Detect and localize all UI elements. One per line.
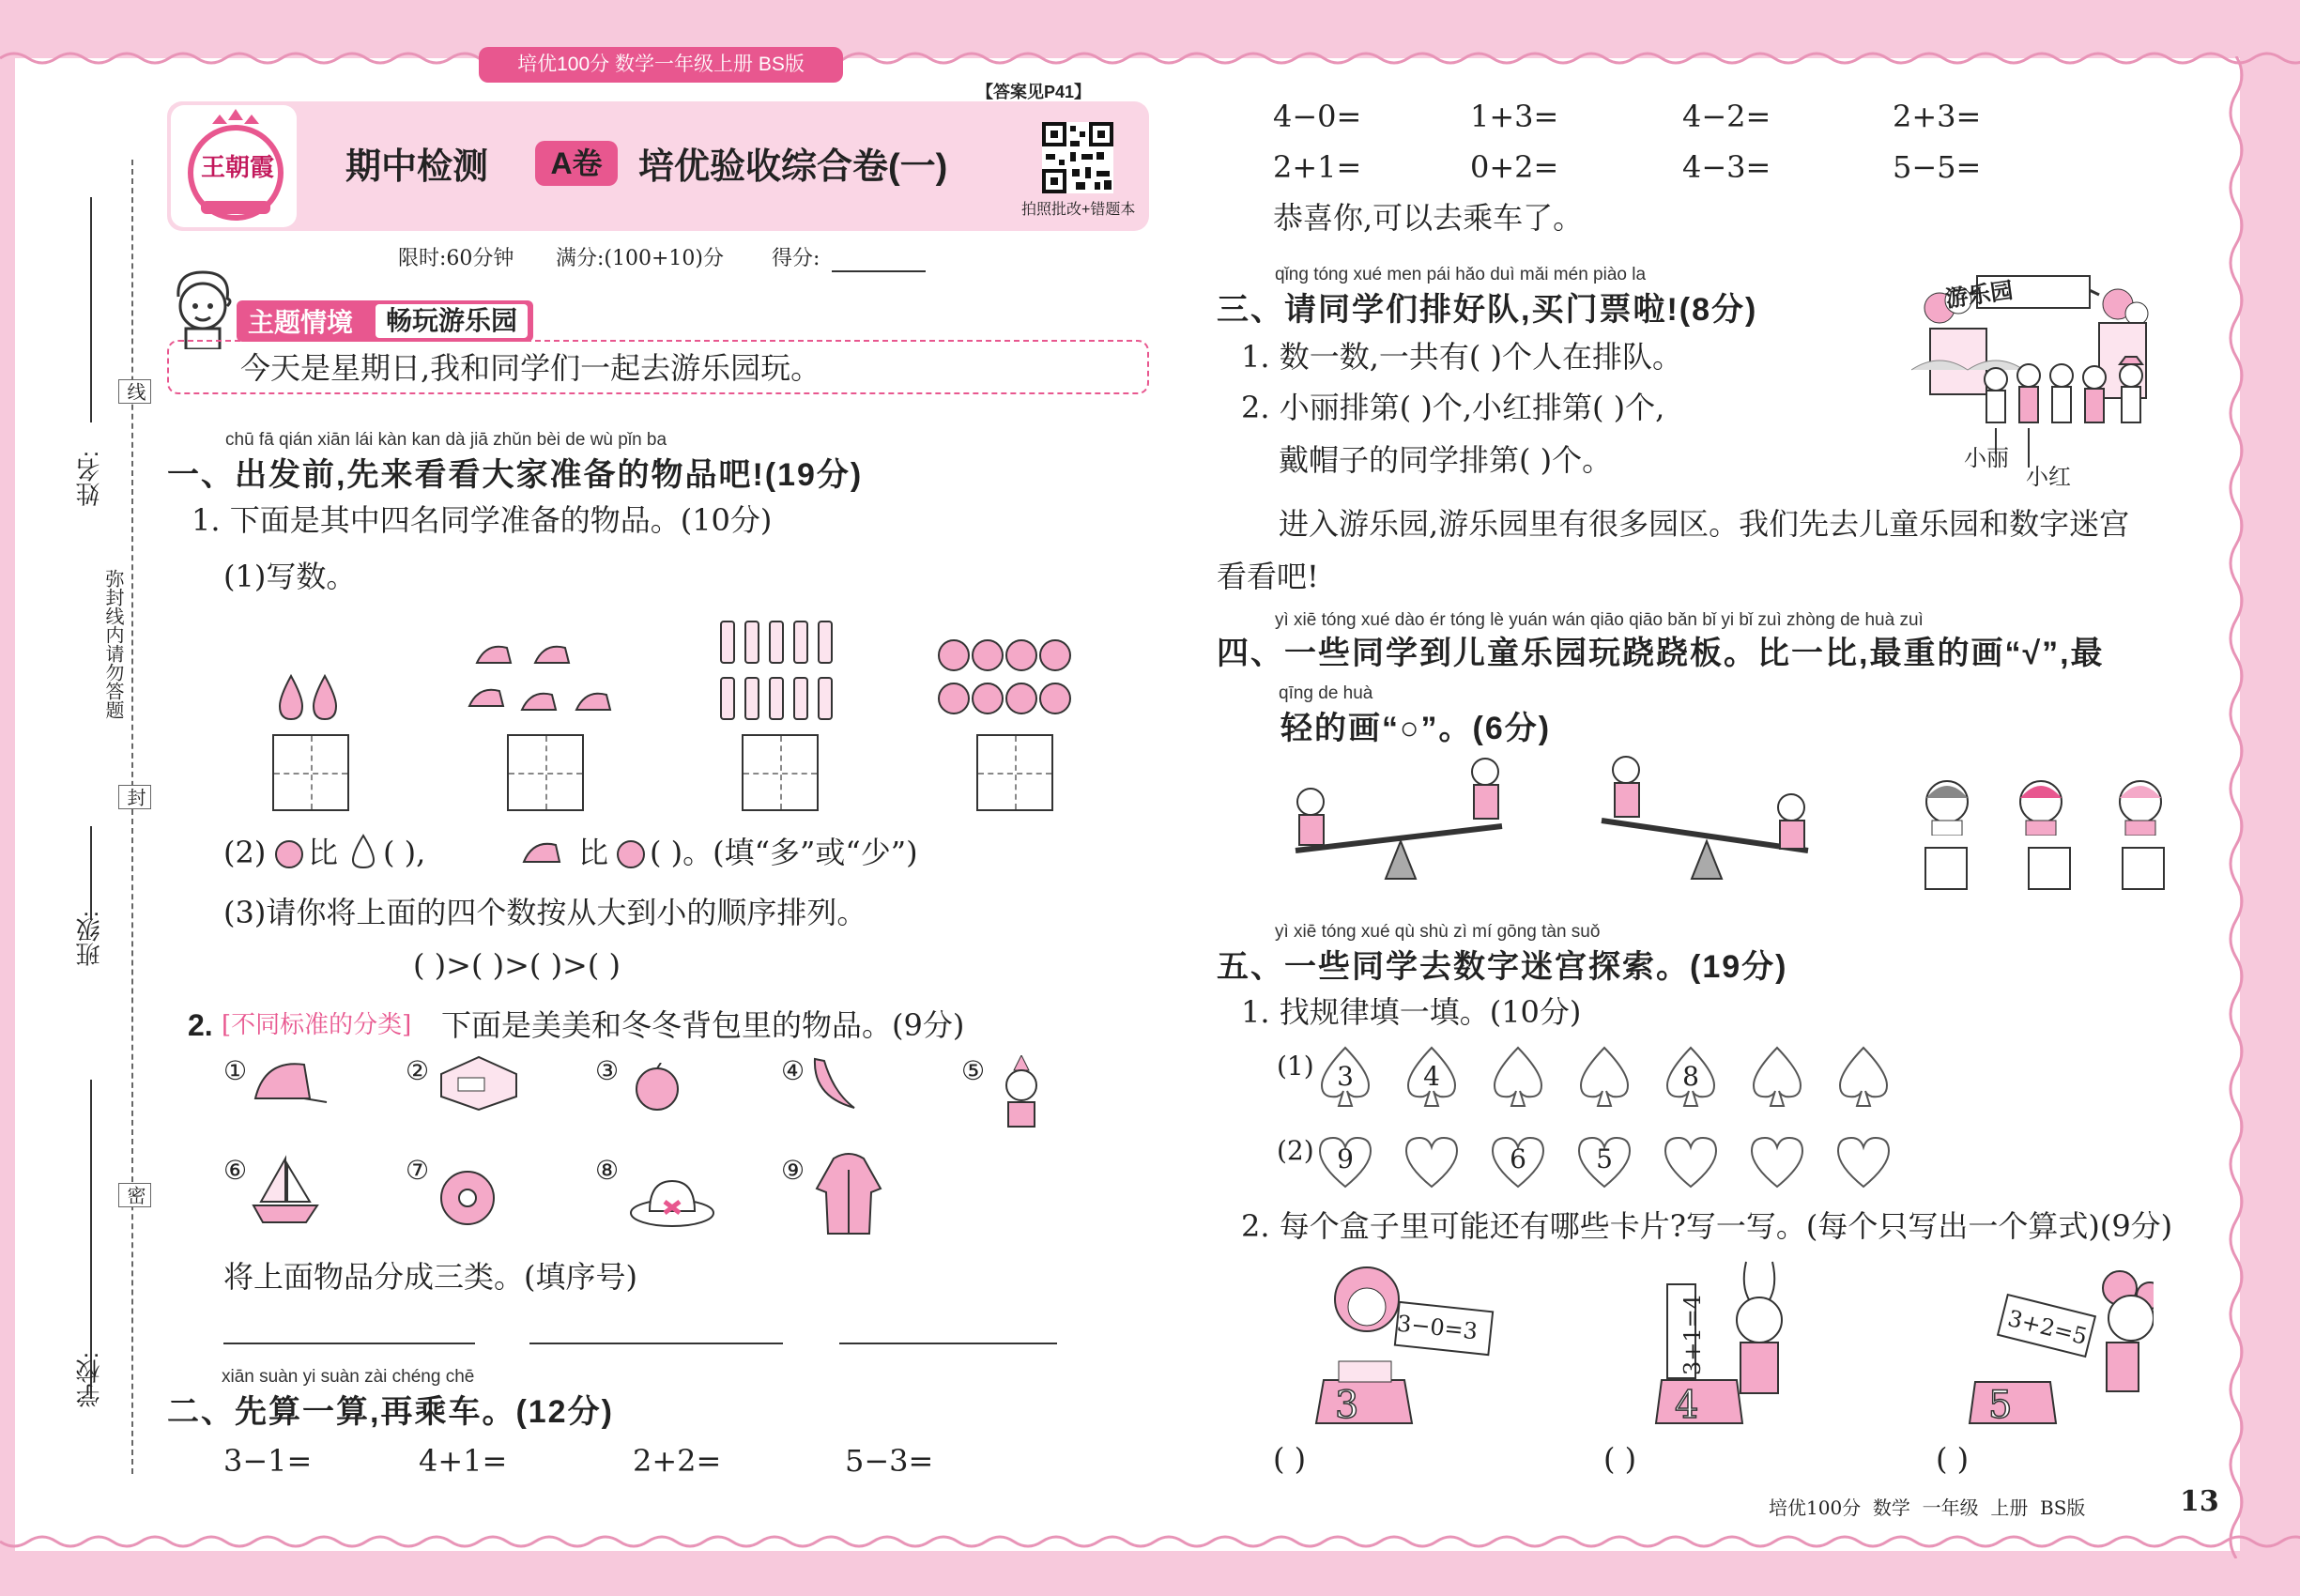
school-label: 学校:	[75, 1352, 103, 1408]
card-2: 3+1=4	[1679, 1294, 1707, 1376]
weight-answer-1[interactable]	[1924, 847, 1968, 890]
heart-card[interactable]	[1834, 1132, 1893, 1190]
q1-2-blank-b[interactable]: ( )。(填“多”或“少”)	[650, 835, 918, 870]
calc-r2-4[interactable]: 2+3=	[1893, 99, 1982, 134]
calc-r2-2[interactable]: 1+3=	[1470, 99, 1559, 134]
sec1-q1-1: (1)写数。	[223, 559, 357, 594]
box-num-3: 5	[1988, 1384, 2013, 1427]
sec3-q2a[interactable]: 2. 小丽排第( )个,小红排第( )个,	[1241, 390, 1665, 425]
binding-line	[131, 160, 133, 1474]
spade-card[interactable]	[1748, 1044, 1806, 1110]
sec5-q1: 1. 找规律填一填。(10分)	[1241, 994, 1582, 1030]
item-num-4: ④	[781, 1055, 805, 1086]
sec4-title-2: 轻的画“○”。(6分)	[1280, 711, 1552, 746]
heart-card[interactable]	[1748, 1132, 1806, 1190]
answer-ref: 【答案见P41】	[976, 83, 1092, 101]
qr-code-icon[interactable]	[1042, 122, 1113, 193]
spade-icon	[1748, 1044, 1806, 1110]
sec4-title: 四、一些同学到儿童乐园玩跷跷板。比一比,最重的画“√”,最	[1217, 636, 2105, 671]
card-1: 3−0=3	[1395, 1310, 1480, 1345]
spade-card[interactable]	[1575, 1044, 1633, 1110]
cap-icon	[520, 837, 571, 867]
child-face-1	[1919, 774, 1975, 836]
park-sign: 游乐园	[1943, 278, 2015, 313]
heart-icon	[1834, 1132, 1893, 1190]
calc-r3-1[interactable]: 2+1=	[1273, 149, 1362, 185]
class-answer-3[interactable]	[839, 1343, 1057, 1344]
wavy-border-top	[0, 47, 2300, 69]
label-xiaoli: 小丽	[1964, 445, 2009, 471]
box-answer-3[interactable]: ( )	[1936, 1441, 1970, 1477]
spade-card	[1662, 1044, 1720, 1110]
pattern-row2-label: (2)	[1277, 1135, 1314, 1166]
heart-icon	[1662, 1132, 1720, 1190]
q1-2-prefix: (2)	[223, 835, 267, 870]
paper-title: 培优验收综合卷(一)	[638, 147, 948, 187]
item-num-9: ⑨	[781, 1155, 805, 1186]
score-label: 得分:	[772, 247, 820, 270]
item-num-1: ①	[223, 1055, 248, 1086]
weight-answer-3[interactable]	[2122, 847, 2165, 890]
line-mark: 线	[118, 379, 151, 404]
sec1-pinyin: chū fā qián xiān lái kàn kan dà jiā zhǔn bèi de wù pǐn ba	[225, 430, 667, 450]
theme-intro: 今天是星期日,我和同学们一起去游乐园玩。	[240, 350, 821, 386]
transition-1: 进入游乐园,游乐园里有很多园区。我们先去儿童乐园和数字迷宫	[1279, 506, 2130, 542]
item-num-5: ⑤	[961, 1055, 986, 1086]
sec3-q2b[interactable]: 戴帽子的同学排第( )个。	[1279, 442, 1613, 478]
jacket-item	[813, 1151, 884, 1237]
q2-tag: [不同标准的分类]	[222, 1011, 412, 1039]
sec3-pinyin: qǐng tóng xué men pái hǎo duì mǎi mén piào la	[1275, 265, 1647, 284]
box-item	[436, 1053, 520, 1112]
sec1-q1: 1. 下面是其中四名同学准备的物品。(10分)	[192, 502, 773, 538]
boy-avatar	[165, 269, 240, 349]
calc-r2-3[interactable]: 4−2=	[1682, 99, 1771, 134]
heart-number: 9	[1337, 1143, 1354, 1174]
calc-r3-2[interactable]: 0+2=	[1470, 149, 1559, 185]
q1-2-than-a: 比	[308, 835, 339, 870]
seal-note: 弥封线内请勿答题	[102, 569, 123, 719]
series-banner: 培优100分 数学一年级上册 BS版	[479, 47, 843, 83]
wavy-border-bottom	[0, 1530, 2300, 1558]
heart-card[interactable]	[1662, 1132, 1720, 1190]
spade-icon	[1575, 1044, 1633, 1110]
heart-number: 6	[1510, 1143, 1526, 1174]
apple-icon-2	[614, 836, 648, 869]
page-number: 13	[2180, 1485, 2219, 1518]
classify-prompt: 将上面物品分成三类。(填序号)	[223, 1259, 637, 1295]
full-score: 满分:(100+10)分	[556, 247, 724, 270]
wavy-border-right	[2217, 56, 2255, 1558]
sec2-done: 恭喜你,可以去乘车了。	[1273, 200, 1584, 236]
heart-icon	[1403, 1132, 1461, 1190]
seal-mark: 封	[118, 785, 151, 809]
sec4-pinyin: yì xiē tóng xué dào ér tóng lè yuán wán qiāo qiāo bǎn bǐ yi bǐ zuì zhòng de huà zuì	[1275, 610, 1924, 630]
q1-2-than-b: 比	[578, 835, 609, 870]
spade-card[interactable]	[1489, 1044, 1547, 1110]
q2-text: 下面是美美和冬冬背包里的物品。(9分)	[441, 1007, 965, 1043]
dense-mark: 密	[118, 1183, 151, 1207]
item-num-2: ②	[406, 1055, 430, 1086]
heart-card[interactable]	[1403, 1132, 1461, 1190]
card-3: 3+2=5	[2004, 1305, 2091, 1350]
banana-item	[805, 1055, 864, 1113]
heart-card	[1316, 1132, 1374, 1190]
q1-2-blank-a[interactable]: ( ),	[383, 835, 426, 870]
test-label: 期中检测	[345, 147, 489, 187]
cap-item	[252, 1053, 330, 1108]
pear-icon	[347, 832, 379, 869]
calc-r1-3[interactable]: 2+2=	[633, 1443, 722, 1479]
q2-number: 2.	[188, 1008, 213, 1042]
spade-icon	[1489, 1044, 1547, 1110]
calc-r3-4[interactable]: 5−5=	[1893, 149, 1982, 185]
time-limit: 限时:60分钟	[398, 247, 514, 270]
count-box-bottles[interactable]	[742, 734, 819, 811]
school-blank[interactable]	[90, 1080, 92, 1399]
class-answer-1[interactable]	[223, 1343, 475, 1344]
bottles-picture	[717, 612, 845, 727]
box-num-1: 3	[1335, 1384, 1359, 1427]
weight-answer-2[interactable]	[2028, 847, 2071, 890]
order-blanks[interactable]: ( )>( )>( )>( )	[413, 947, 621, 983]
box-num-2: 4	[1675, 1384, 1699, 1427]
sailboat-item	[248, 1155, 323, 1230]
name-label: 姓名:	[75, 451, 103, 507]
hat-item	[627, 1175, 717, 1232]
seesaw-picture-1	[1277, 751, 1525, 892]
spade-card	[1403, 1044, 1461, 1110]
q1-3: (3)请你将上面的四个数按从大到小的顺序排列。	[223, 895, 867, 930]
child-face-3	[2112, 774, 2169, 836]
calc-r3-3[interactable]: 4−3=	[1682, 149, 1771, 185]
footer-series: 培优100分 数学 一年级 上册 BS版	[1769, 1496, 2086, 1519]
apple-item	[633, 1063, 682, 1112]
spade-number: 8	[1682, 1061, 1699, 1092]
count-box-caps[interactable]	[507, 734, 584, 811]
sec5-q2: 2. 每个盒子里可能还有哪些卡片?写一写。(每个只写出一个算式)(9分)	[1241, 1208, 2173, 1244]
spade-card[interactable]	[1834, 1044, 1893, 1110]
sec2-title: 二、先算一算,再乘车。(12分)	[167, 1394, 614, 1430]
qr-caption: 拍照批改+错题本	[1021, 202, 1136, 218]
calc-r1-1[interactable]: 3−1=	[223, 1443, 313, 1479]
seesaw-picture-2	[1583, 751, 1831, 892]
toy-item	[991, 1055, 1051, 1130]
heart-card	[1575, 1132, 1633, 1190]
sec4-pinyin-2: qīng de huà	[1279, 683, 1373, 703]
child-face-2	[2013, 774, 2069, 836]
caps-picture	[468, 635, 627, 725]
score-field[interactable]	[832, 270, 926, 272]
box-answer-2[interactable]: ( )	[1603, 1441, 1637, 1477]
item-num-6: ⑥	[223, 1155, 248, 1186]
box-answer-1[interactable]: ( )	[1273, 1441, 1307, 1477]
label-xiaohong: 小红	[2026, 464, 2071, 490]
pears-picture	[272, 668, 347, 721]
donut-item	[437, 1168, 498, 1228]
calc-r1-4[interactable]: 5−3=	[845, 1443, 934, 1479]
sec3-q1[interactable]: 1. 数一数,一共有( )个人在排队。	[1241, 339, 1683, 375]
spade-icon	[1834, 1044, 1893, 1110]
count-box-apples[interactable]	[976, 734, 1053, 811]
theme-title: 畅玩游乐园	[376, 304, 528, 338]
spade-card	[1316, 1044, 1374, 1110]
spade-number: 3	[1337, 1061, 1354, 1092]
spade-number: 4	[1423, 1061, 1440, 1092]
sec3-title: 三、请同学们排好队,买门票啦!(8分)	[1217, 292, 1758, 328]
heart-card	[1489, 1132, 1547, 1190]
sec1-title: 一、出发前,先来看看大家准备的物品吧!(19分)	[167, 457, 864, 493]
class-blank[interactable]	[90, 826, 92, 920]
item-num-8: ⑧	[595, 1155, 620, 1186]
logo-text: 王朝霞	[201, 154, 275, 182]
apple-icon	[272, 836, 306, 869]
sec5-title: 五、一些同学去数字迷宫探索。(19分)	[1217, 949, 1788, 985]
sec5-pinyin: yì xiē tóng xué qù shù zì mí gōng tàn suǒ	[1275, 922, 1601, 942]
apples-picture	[935, 633, 1095, 719]
count-box-pears[interactable]	[272, 734, 349, 811]
volume-badge: A卷	[535, 141, 618, 186]
heart-icon	[1748, 1132, 1806, 1190]
sec2-pinyin: xiān suàn yi suàn zài chéng chē	[222, 1367, 475, 1387]
name-blank[interactable]	[90, 197, 92, 422]
class-label: 班级:	[75, 911, 103, 967]
pattern-row1-label: (1)	[1277, 1051, 1314, 1082]
calc-r2-1[interactable]: 4−0=	[1273, 99, 1362, 134]
item-num-7: ⑦	[406, 1155, 430, 1186]
heart-number: 5	[1596, 1143, 1613, 1174]
theme-label: 主题情境	[248, 308, 354, 337]
class-answer-2[interactable]	[529, 1343, 783, 1344]
calc-r1-2[interactable]: 4+1=	[419, 1443, 508, 1479]
transition-2: 看看吧!	[1217, 559, 1319, 594]
item-num-3: ③	[595, 1055, 620, 1086]
